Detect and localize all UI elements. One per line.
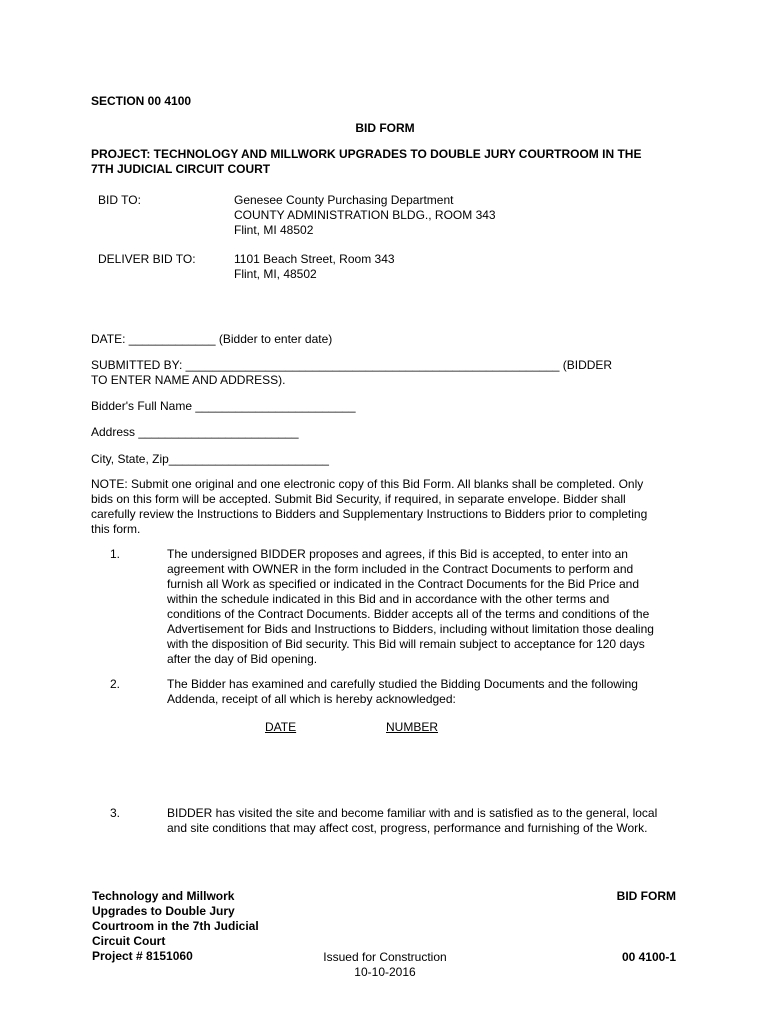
item-1-line: agreement with OWNER in the form included in the Contract Documents to perform and (167, 562, 634, 576)
item-1-text (167, 547, 685, 667)
footer-project-line: Technology and Millwork (92, 889, 235, 903)
footer-issued-block (300, 950, 470, 980)
note-line-2: bids on this form will be accepted. Submit Bid Security, if required, in separate envelope. Bidder shall (91, 492, 626, 506)
note-line-1: NOTE: Submit one original and one electronic copy of this Bid Form. All blanks shall be completed. Only (91, 477, 644, 491)
form-title: BID FORM (355, 121, 415, 135)
item-1-line: Advertisement for Bids and Instructions to Bidders, including without limitation those dealing (167, 622, 654, 636)
project-title-line-1: PROJECT: TECHNOLOGY AND MILLWORK UPGRADES TO DOUBLE JURY COURTROOM IN THE (91, 147, 642, 161)
deliver-to-address (234, 252, 674, 282)
bid-to-label: BID TO: (98, 193, 141, 207)
item-2-line: The Bidder has examined and carefully studied the Bidding Documents and the following (167, 677, 638, 691)
footer-project-line: Project # 8151060 (92, 949, 193, 963)
item-1-line: after the day of Bid opening. (167, 652, 318, 666)
footer-form-title: BID FORM (616, 889, 676, 903)
full-name-field: Bidder's Full Name ________________________ (91, 399, 356, 413)
item-2-number: 2. (110, 677, 121, 691)
footer-project-block (92, 889, 312, 964)
item-1-line: within the schedule indicated in this Bid and in accordance with the other terms and (167, 592, 610, 606)
footer-project-line: Upgrades to Double Jury (92, 904, 235, 918)
footer-issued-date: 10-10-2016 (354, 965, 416, 979)
item-1-line: with the disposition of Bid security. This Bid will remain subject to acceptance for 120 days (167, 637, 645, 651)
bid-to-address (234, 193, 674, 238)
project-title (91, 147, 683, 177)
city-state-zip-field: City, State, Zip________________________ (91, 452, 329, 466)
note-line-3: carefully review the Instructions to Bidders and Supplementary Instructions to Bidders prior to completing (91, 507, 648, 521)
submitted-by-field (91, 358, 683, 388)
item-3-number: 3. (110, 806, 121, 820)
bid-to-line-3: Flint, MI 48502 (234, 223, 314, 237)
addenda-date-header: DATE (265, 720, 297, 734)
address-field: Address ________________________ (91, 425, 299, 439)
note-line-4: this form. (91, 522, 141, 536)
bid-to-line-2: COUNTY ADMINISTRATION BLDG., ROOM 343 (234, 208, 496, 222)
addenda-number-header: NUMBER (386, 720, 439, 734)
footer-page-number: 00 4100-1 (621, 950, 676, 964)
date-field: DATE: _____________ (Bidder to enter date) (91, 332, 333, 346)
item-1-line: furnish all Work as specified or indicated in the Contract Documents for the Bid Price and (167, 577, 640, 591)
project-title-line-2: 7TH JUDICIAL CIRCUIT COURT (91, 162, 271, 176)
item-2-line: Addenda, receipt of all which is hereby acknowledged: (167, 692, 456, 706)
submitted-by-line-2: TO ENTER NAME AND ADDRESS). (91, 373, 286, 387)
item-1-number: 1. (110, 547, 121, 561)
item-1-line: The undersigned BIDDER proposes and agrees, if this Bid is accepted, to enter into an (167, 547, 628, 561)
note-paragraph (91, 477, 683, 537)
deliver-to-line-1: 1101 Beach Street, Room 343 (234, 252, 395, 266)
item-1-line: conditions of the Contract Documents. Bidder accepts all of the terms and conditions of the (167, 607, 650, 621)
item-3-text (167, 806, 685, 836)
deliver-to-label: DELIVER BID TO: (98, 252, 196, 266)
item-3-line: BIDDER has visited the site and become familiar with and is satisfied as to the general, local (167, 806, 658, 820)
submitted-by-line-1: SUBMITTED BY: ________________________________________________________ (BIDDER (91, 358, 613, 372)
section-heading: SECTION 00 4100 (91, 94, 192, 108)
footer-project-line: Circuit Court (92, 934, 166, 948)
item-2-text (167, 677, 685, 707)
footer-issued-line: Issued for Construction (323, 950, 447, 964)
bid-to-line-1: Genesee County Purchasing Department (234, 193, 454, 207)
item-3-line: and site conditions that may affect cost, progress, performance and furnishing of the Work. (167, 821, 648, 835)
footer-project-line: Courtroom in the 7th Judicial (92, 919, 259, 933)
deliver-to-line-2: Flint, MI, 48502 (234, 267, 317, 281)
